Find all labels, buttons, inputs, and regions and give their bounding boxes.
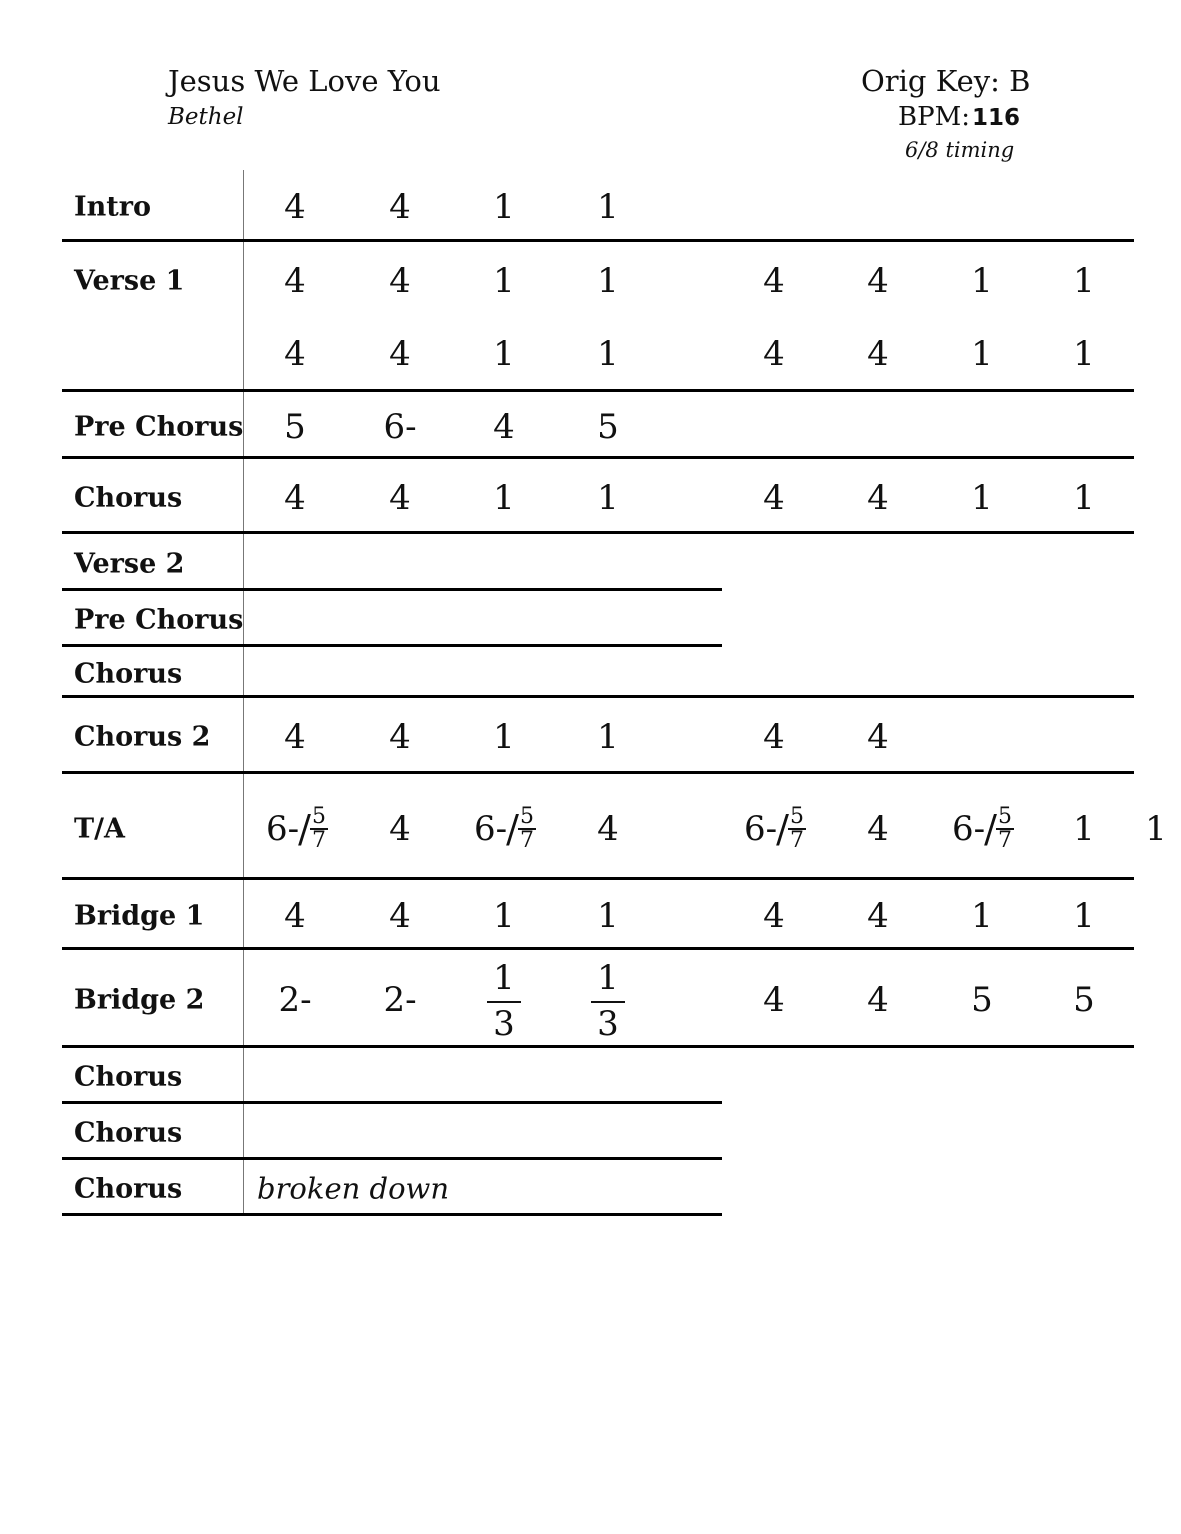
slash-chord: 6-/ $\frac{5}{7}$ (474, 804, 534, 853)
beat: 1 (493, 478, 515, 518)
beat: 1 (971, 896, 993, 936)
beat: 4 (284, 478, 306, 518)
beat: 4 (867, 717, 889, 757)
section-label-bridge-2: Bridge 2 (74, 984, 205, 1016)
row-divider (62, 644, 722, 647)
beat: 2- (383, 980, 417, 1020)
bpm-value: 116 (971, 105, 1020, 131)
section-label-chorus: Chorus (74, 1173, 183, 1205)
section-label-pre-chorus: Pre Chorus (74, 604, 244, 636)
beat: 1 (1073, 809, 1095, 849)
beat: 4 (867, 809, 889, 849)
beat: 4 (389, 334, 411, 374)
bpm-label: BPM: (898, 102, 970, 132)
row-divider (62, 1213, 722, 1216)
beat: 4 (763, 717, 785, 757)
beat: 5 (1073, 980, 1095, 1020)
row-divider (62, 771, 1134, 774)
beat: 1 (597, 717, 619, 757)
slash-chord: 6-/ $\frac{5}{7}$ (266, 804, 326, 853)
beat: 4 (597, 809, 619, 849)
slash-chord: $\frac{1}{3}$ (553, 961, 663, 1041)
section-label-pre-chorus: Pre Chorus (74, 411, 244, 443)
original-key: Orig Key: B (861, 64, 1031, 98)
beat: 4 (867, 261, 889, 301)
row-divider (62, 588, 722, 591)
row-divider (62, 877, 1134, 880)
section-label-verse-1: Verse 1 (74, 265, 185, 297)
beat: 1 (597, 478, 619, 518)
beat: 4 (284, 187, 306, 227)
beat: 1 (1145, 809, 1167, 849)
beat: 1 (1073, 261, 1095, 301)
beat: 4 (763, 478, 785, 518)
beat: 1 (597, 187, 619, 227)
song-title: Jesus We Love You (168, 64, 441, 98)
beat: 4 (389, 717, 411, 757)
beat: 4 (284, 334, 306, 374)
beat: 4 (284, 896, 306, 936)
row-divider (62, 947, 1134, 950)
beat: 1 (493, 187, 515, 227)
beat: 5 (284, 407, 306, 447)
slash-chord: 6-/ $\frac{5}{7}$ (744, 804, 804, 853)
beat: 4 (867, 980, 889, 1020)
beat: 4 (763, 980, 785, 1020)
section-label-chorus: Chorus (74, 1117, 183, 1149)
row-divider (62, 456, 1134, 459)
beat: 4 (763, 334, 785, 374)
section-label-chorus: Chorus (74, 658, 183, 690)
beat: 1 (1073, 896, 1095, 936)
section-label-turnaround: T/A (74, 813, 125, 845)
beat: 1 (1073, 334, 1095, 374)
beat: 1 (597, 334, 619, 374)
beat: 4 (763, 896, 785, 936)
beat: 4 (867, 896, 889, 936)
beat: 5 (971, 980, 993, 1020)
row-divider (62, 531, 1134, 534)
beat: 4 (284, 261, 306, 301)
time-signature: 6/8 timing (905, 138, 1015, 162)
row-divider (62, 1157, 722, 1160)
label-column-divider (243, 170, 244, 1216)
beat: 6- (383, 407, 417, 447)
beat: 4 (867, 334, 889, 374)
beat: 1 (597, 896, 619, 936)
beat: 4 (763, 261, 785, 301)
section-label-bridge-1: Bridge 1 (74, 900, 205, 932)
beat: 4 (389, 261, 411, 301)
row-divider (62, 695, 1134, 698)
beat: 1 (1073, 478, 1095, 518)
slash-chord: $\frac{1}{3}$ (449, 961, 559, 1041)
beat: 1 (493, 334, 515, 374)
slash-chord: 6-/ $\frac{5}{7}$ (952, 804, 1012, 853)
section-label-chorus: Chorus (74, 1061, 183, 1093)
beat: 4 (867, 478, 889, 518)
section-label-chorus: Chorus (74, 482, 183, 514)
beat: 1 (493, 896, 515, 936)
beat: 4 (389, 478, 411, 518)
beat: 1 (971, 478, 993, 518)
bpm (898, 104, 1020, 130)
row-divider (62, 1101, 722, 1104)
beat: 1 (493, 717, 515, 757)
beat: 4 (389, 896, 411, 936)
beat: 5 (597, 407, 619, 447)
beat: 1 (971, 334, 993, 374)
row-divider (62, 389, 1134, 392)
beat: 2- (278, 980, 312, 1020)
section-label-verse-2: Verse 2 (74, 548, 185, 580)
section-label-intro: Intro (74, 191, 151, 223)
beat: 4 (389, 187, 411, 227)
row-divider (62, 1045, 1134, 1048)
section-note: broken down (257, 1171, 450, 1206)
beat: 4 (389, 809, 411, 849)
section-label-chorus-2: Chorus 2 (74, 721, 211, 753)
beat: 1 (597, 261, 619, 301)
beat: 4 (493, 407, 515, 447)
beat: 1 (971, 261, 993, 301)
row-divider (62, 239, 1134, 242)
beat: 1 (493, 261, 515, 301)
beat: 4 (284, 717, 306, 757)
artist-name: Bethel (168, 104, 244, 130)
